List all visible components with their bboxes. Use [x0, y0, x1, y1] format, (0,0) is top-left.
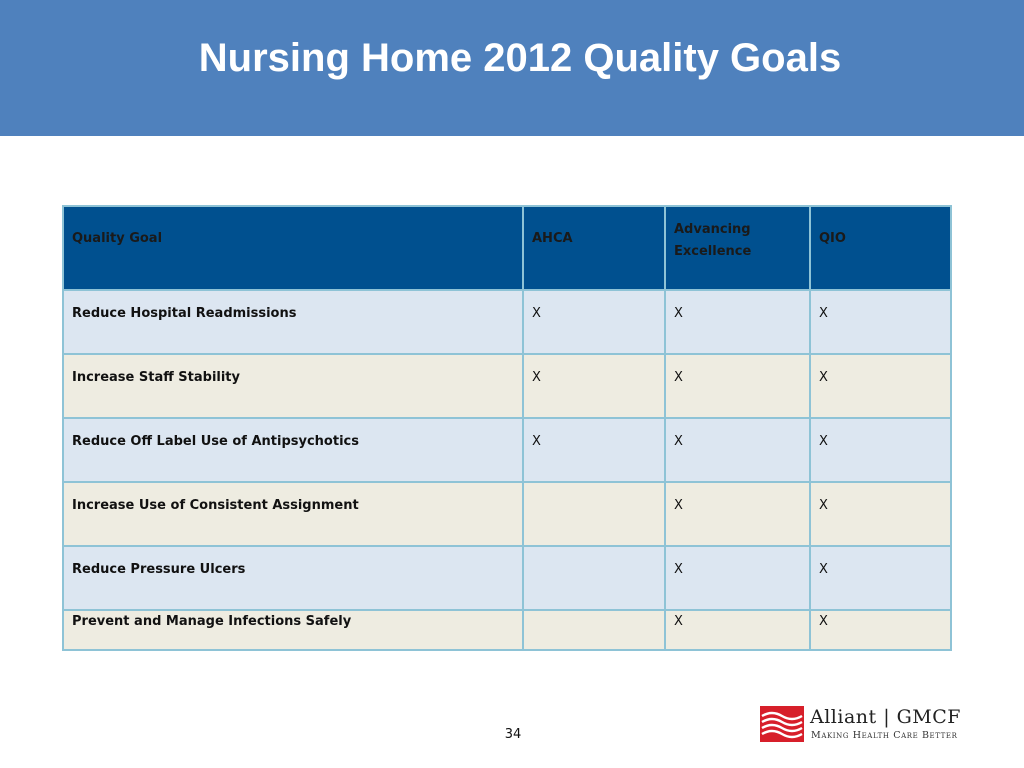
table-row [63, 482, 951, 546]
table-row [63, 354, 951, 418]
goal-cell: Reduce Pressure Ulcers [63, 546, 523, 610]
header-advancing-excellence: Advancing Excellence [665, 206, 810, 290]
ahca-cell [523, 610, 665, 650]
advancing-excellence-cell: X [665, 354, 810, 418]
qio-cell: X [810, 290, 951, 354]
ahca-cell [523, 482, 665, 546]
table-row [63, 418, 951, 482]
advancing-excellence-cell: X [665, 610, 810, 650]
ahca-cell: X [523, 418, 665, 482]
goal-cell: Increase Staff Stability [63, 354, 523, 418]
slide-title: Nursing Home 2012 Quality Goals [198, 36, 842, 80]
goal-cell: Reduce Hospital Readmissions [63, 290, 523, 354]
qio-cell: X [810, 482, 951, 546]
advancing-excellence-cell: X [665, 546, 810, 610]
header-ahca: AHCA [523, 206, 665, 290]
advancing-excellence-cell: X [665, 290, 810, 354]
qio-cell: X [810, 610, 951, 650]
goal-cell: Increase Use of Consistent Assignment [63, 482, 523, 546]
advancing-excellence-cell: X [665, 418, 810, 482]
qio-cell: X [810, 354, 951, 418]
qio-cell: X [810, 418, 951, 482]
title-bar [0, 0, 1024, 136]
ahca-cell: X [523, 354, 665, 418]
goal-cell: Reduce Off Label Use of Antipsychotics [63, 418, 523, 482]
table-row [63, 546, 951, 610]
table-row [63, 610, 951, 650]
qio-cell: X [810, 546, 951, 610]
header-quality-goal: Quality Goal [63, 206, 523, 290]
page-number: 34 [504, 727, 522, 742]
flag-waves-icon [760, 706, 804, 742]
ahca-cell: X [523, 290, 665, 354]
advancing-excellence-cell: X [665, 482, 810, 546]
quality-goals-table [62, 205, 952, 651]
logo-name: Alliant | GMCF [810, 706, 961, 728]
header-qio: QIO [810, 206, 951, 290]
goal-cell: Prevent and Manage Infections Safely [63, 610, 523, 650]
ahca-cell [523, 546, 665, 610]
table-header-row [63, 206, 951, 290]
logo-tagline: Making Health Care Better [811, 730, 958, 741]
table-row [63, 290, 951, 354]
